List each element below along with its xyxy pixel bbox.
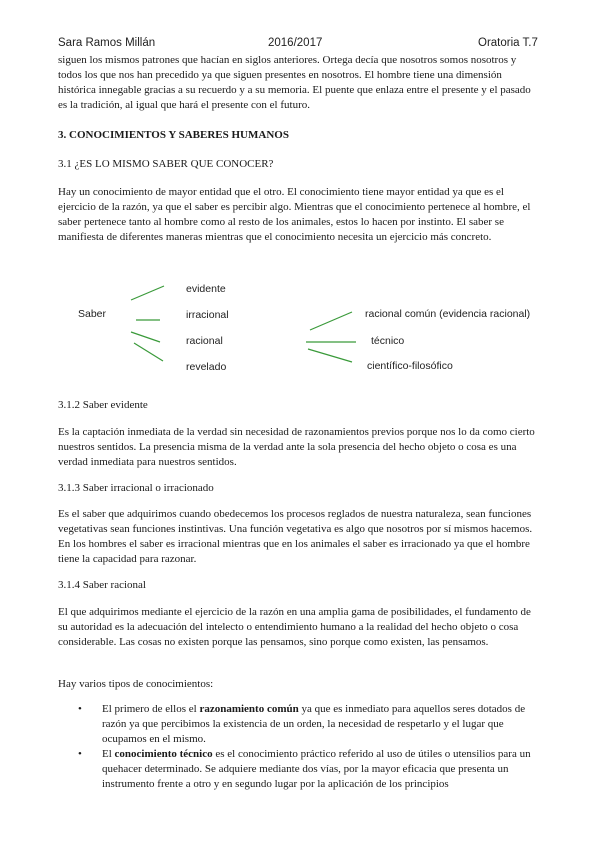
header-author: Sara Ramos Millán [58,37,156,49]
section-3-1-3-paragraph [58,507,540,567]
diagram-sub-cientifico: científico-filosófico [367,360,453,372]
diagram-sub-tecnico: técnico [371,335,405,347]
list-item [58,702,540,747]
section-3-1-4-heading: 3.1.4 Saber racional [58,579,146,591]
intro-paragraph-text: siguen los mismos patrones que hacían en siglos anteriores. Ortega decía que nosotros somos nosotros y todos los que nos han precedido ya que siguen presentes en nosotros. El hombre tiene una dimensión histórica innegable gracias a su recuerdo y a su memoria. El puente que enlaza entre el presente y el pasado es la tradición, al igual que hará el presente con el futuro. [58,54,531,111]
list-item-post: ya que es inmediato para aquellos seres dotados de razón ya que percibimos la existencia de un orden, la necesidad de respetarlo y el lugar que ocupamos en el mismo. [102,703,526,745]
section-3-1-2-heading: 3.1.2 Saber evidente [58,399,148,411]
diagram-branch-evidente: evidente [186,283,226,295]
types-intro: Hay varios tipos de conocimientos: [58,678,214,690]
sub-line-cientifico [308,349,352,362]
section-3-1-text: Hay un conocimiento de mayor entidad que el otro. El conocimiento tiene mayor entidad ya que es el ejercicio de la razón, ya que el saber es percibir algo. Mientras que el conocimiento pertenece al hombre, el saber pertenece tanto al hombre como al resto de los animales, estos lo hacen por instinto. El saber se manifiesta de diferentes maneras mientras que el conocimiento necesita un ejercicio más concreto. [58,186,531,243]
list-item-post: es el conocimiento práctico referido al uso de útiles o utensilios para un quehacer determinado. Se adquiere mediante dos vías, por la mayor eficacia que presenta un instrumento frente a otro y en segundo lugar por la aplicación de los principios [102,748,531,790]
list-item-pre: El primero de ellos el [102,703,200,715]
section-3-1-4-paragraph [58,605,540,650]
diagram-root-saber: Saber [78,308,107,320]
list-item-bold: conocimiento técnico [114,748,213,760]
branch-line-revelado [134,343,163,361]
list-item-text [102,702,540,747]
list-item-bold: razonamiento común [199,703,299,715]
section-3-1-paragraph [58,185,540,245]
list-item-pre: El [102,748,115,760]
diagram-branch-irracional: irracional [186,309,229,321]
section-3-1-4-text: El que adquirimos mediante el ejercicio de la razón en una amplia gama de posibilidades, el fundamento de su autoridad es la adecuación del intelecto o entendimiento humano a la realidad del hecho objeto o cosa considerable. Las cosas no existen porque las pensamos, sino porque como existen, las pensamos. [58,606,531,648]
bullet-icon: • [78,703,82,715]
knowledge-types-list [58,702,540,792]
bullet-icon: • [78,748,82,760]
branch-line-evidente [131,286,164,300]
section-3-1-2-paragraph [58,425,540,470]
section-3-heading: 3. CONOCIMIENTOS Y SABERES HUMANOS [58,129,289,141]
diagram-sub-racional-comun: racional común (evidencia racional) [365,308,531,320]
diagram-branch-racional: racional [186,335,223,347]
section-3-1-3-text: Es el saber que adquirimos cuando obedecemos los procesos reglados de nuestra naturaleza, sean funciones vegetativas sean funciones instintivas. Una función vegetativa es algo que nosotros por sí mismos hacemos. En los hombres el saber es irracional mientras que en los animales el saber es irracionado ya que el hombre tiene la capacidad para razonar. [58,508,533,565]
section-3-1-2-text: Es la captación inmediata de la verdad sin necesidad de razonamientos previos porque nos lo da como cierto nuestros sentidos. La presencia misma de la verdad ante la sola presencia del hecho objeto o cosa es una verdad inmediata para nuestros sentidos. [58,426,535,468]
intro-paragraph [58,53,540,113]
section-3-1-3-heading: 3.1.3 Saber irracional o irracionado [58,482,214,494]
header-year: 2016/2017 [268,37,323,49]
section-3-1-heading: 3.1 ¿ES LO MISMO SABER QUE CONOCER? [58,158,274,170]
header-course: Oratoria T.7 [478,37,538,49]
list-item-text [102,747,540,792]
diagram-branch-revelado: revelado [186,361,227,373]
sub-line-racional-comun [310,312,352,330]
list-item [58,747,540,792]
branch-line-racional [131,332,160,342]
